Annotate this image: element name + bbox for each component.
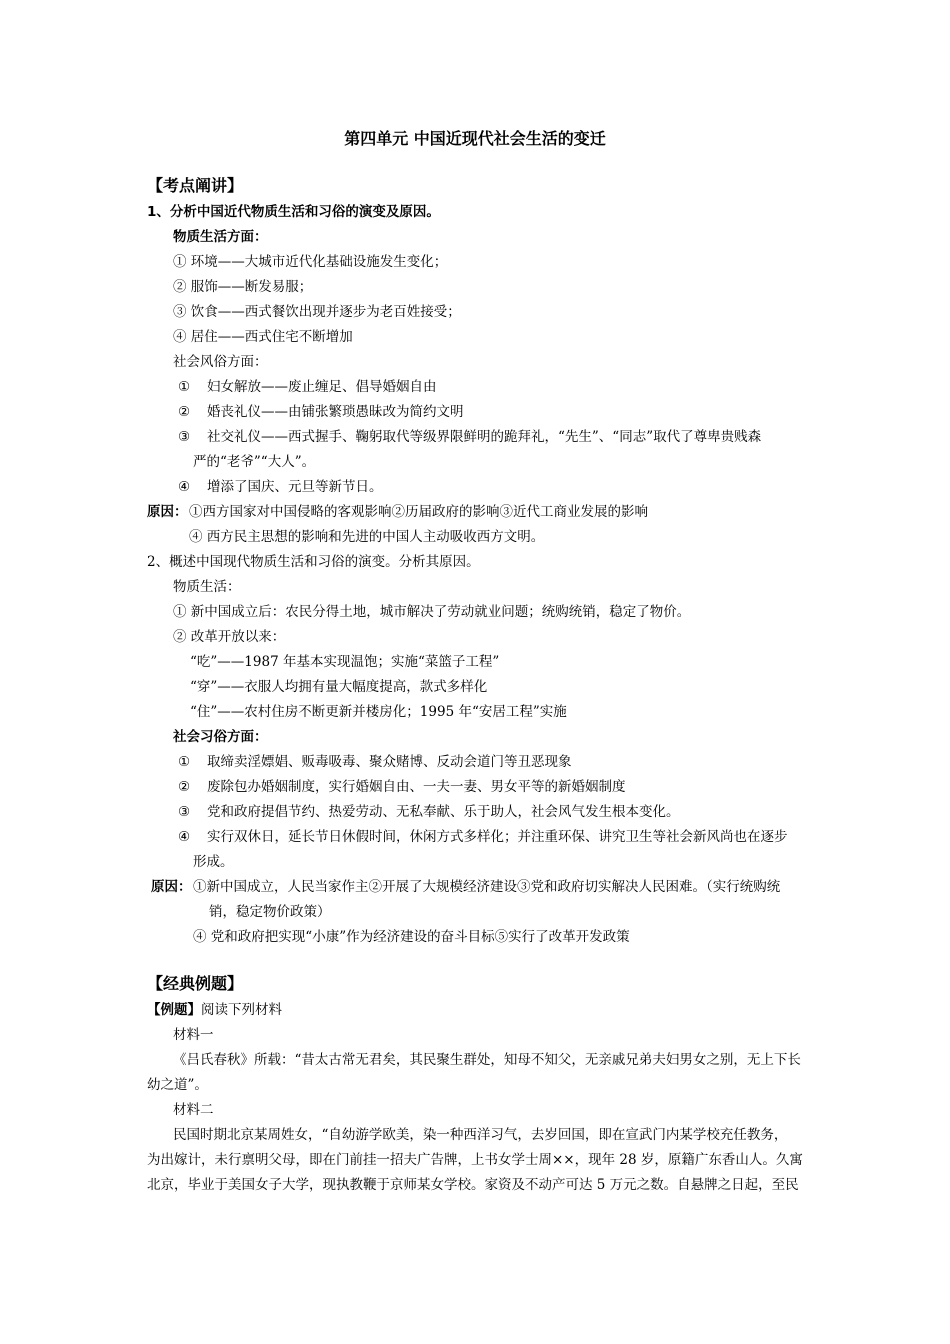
- social-custom-label: 社会习俗方面：: [173, 729, 268, 745]
- page-title: 第四单元 中国近现代社会生活的变迁: [344, 129, 606, 148]
- sub-item: “住”——农村住房不断更新并楼房化；1995 年“安居工程”实施: [190, 704, 567, 720]
- custom-item-number: ①: [178, 754, 191, 770]
- question-2-title: 2、概述中国现代物质生活和习俗的演变。分析其原因。: [147, 554, 480, 570]
- custom-item-number: ②: [178, 779, 191, 795]
- reason-text: ④ 党和政府把实现“小康”作为经济建设的奋斗目标⑤实行了改革开发政策: [193, 929, 630, 945]
- custom-item-text: 增添了国庆、元旦等新节日。: [207, 479, 383, 495]
- material-life-label: 物质生活方面：: [173, 229, 268, 245]
- custom-item-number: ④: [178, 829, 191, 845]
- example-label: 【例题】: [147, 1002, 201, 1018]
- material-life-label: 物质生活：: [173, 579, 241, 595]
- custom-item-continuation: 形成。: [193, 854, 234, 870]
- custom-item-number: ②: [178, 404, 191, 420]
- reason-text: ①新中国成立，人民当家作主②开展了大规模经济建设③党和政府切实解决人民困难。（实行统购统: [193, 879, 781, 895]
- material-item: ① 新中国成立后：农民分得土地，城市解决了劳动就业问题；统购统销，稳定了物价。: [173, 604, 691, 620]
- custom-item-text: 社交礼仪——西式握手、鞠躬取代等级界限鲜明的跪拜礼，“先生”、“同志”取代了尊卑贵贱森: [207, 429, 762, 445]
- reason-label: 原因：: [151, 879, 192, 895]
- custom-item-text: 婚丧礼仪——由铺张繁琐愚昧改为简约文明: [207, 404, 464, 420]
- example-text: 阅读下列材料: [201, 1002, 282, 1018]
- material-1-text: 幼之道”。: [147, 1077, 208, 1093]
- material-2-text: 民国时期北京某周姓女，“自幼游学欧美，染一种西洋习气，去岁回国，即在宣武门内某学校充任教务，: [173, 1127, 788, 1143]
- material-item: ③ 饮食——西式餐饮出现并逐步为老百姓接受；: [173, 304, 461, 320]
- section-heading-key-points: 【考点阐讲】: [147, 176, 244, 195]
- material-item: ② 服饰——断发易服；: [173, 279, 313, 295]
- reason-label: 原因：: [147, 504, 188, 520]
- custom-item-number: ③: [178, 429, 191, 445]
- social-custom-label: 社会风俗方面：: [173, 354, 268, 370]
- material-2-text: 北京，毕业于美国女子大学，现执教鞭于京师某女学校。家资及不动产可达 5 万元之数。自悬牌之日起，至民: [147, 1177, 799, 1193]
- material-item: ④ 居住——西式住宅不断增加: [173, 329, 353, 345]
- custom-item-text: 实行双休日，延长节日休假时间，休闲方式多样化；并注重环保、讲究卫生等社会新风尚也在逐步: [207, 829, 788, 845]
- reason-text: ④ 西方民主思想的影响和先进的中国人主动吸收西方文明。: [189, 529, 545, 545]
- sub-item: “吃”——1987 年基本实现温饱；实施“菜篮子工程”: [190, 654, 500, 670]
- sub-item: “穿”——衣服人均拥有量大幅度提高，款式多样化: [190, 679, 488, 695]
- material-item: ② 改革开放以来：: [173, 629, 286, 645]
- material-item: ① 环境——大城市近代化基础设施发生变化；: [173, 254, 448, 270]
- example-line: [147, 1000, 282, 1020]
- custom-item-number: ③: [178, 804, 191, 820]
- custom-item-continuation: 严的“老爷”“大人”。: [193, 454, 316, 470]
- custom-item-number: ④: [178, 479, 191, 495]
- custom-item-text: 党和政府提倡节约、热爱劳动、无私奉献、乐于助人，社会风气发生根本变化。: [207, 804, 680, 820]
- question-1-title: 1、分析中国近代物质生活和习俗的演变及原因。: [147, 204, 440, 220]
- reason-text: ①西方国家对中国侵略的客观影响②历届政府的影响③近代工商业发展的影响: [189, 504, 648, 520]
- material-1-text: 《吕氏春秋》所载：“昔太古常无君矣，其民聚生群处，知母不知父，无亲戚兄弟夫妇男女之别，无上下长: [173, 1052, 801, 1068]
- custom-item-text: 妇女解放——废止缠足、倡导婚姻自由: [207, 379, 437, 395]
- custom-item-number: ①: [178, 379, 191, 395]
- custom-item-text: 取缔卖淫嫖娼、贩毒吸毒、聚众赌博、反动会道门等丑恶现象: [207, 754, 572, 770]
- custom-item-text: 废除包办婚姻制度，实行婚姻自由、一夫一妻、男女平等的新婚姻制度: [207, 779, 626, 795]
- material-2-label: 材料二: [173, 1102, 214, 1118]
- section-heading-examples: 【经典例题】: [147, 974, 244, 993]
- material-2-text: 为出嫁计，未行禀明父母，即在门前挂一招夫广告牌，上书女学士周××，现年 28 岁，原籍广东香山人。久寓: [147, 1152, 803, 1168]
- reason-text-continuation: 销，稳定物价政策）: [209, 904, 331, 920]
- material-1-label: 材料一: [173, 1027, 214, 1043]
